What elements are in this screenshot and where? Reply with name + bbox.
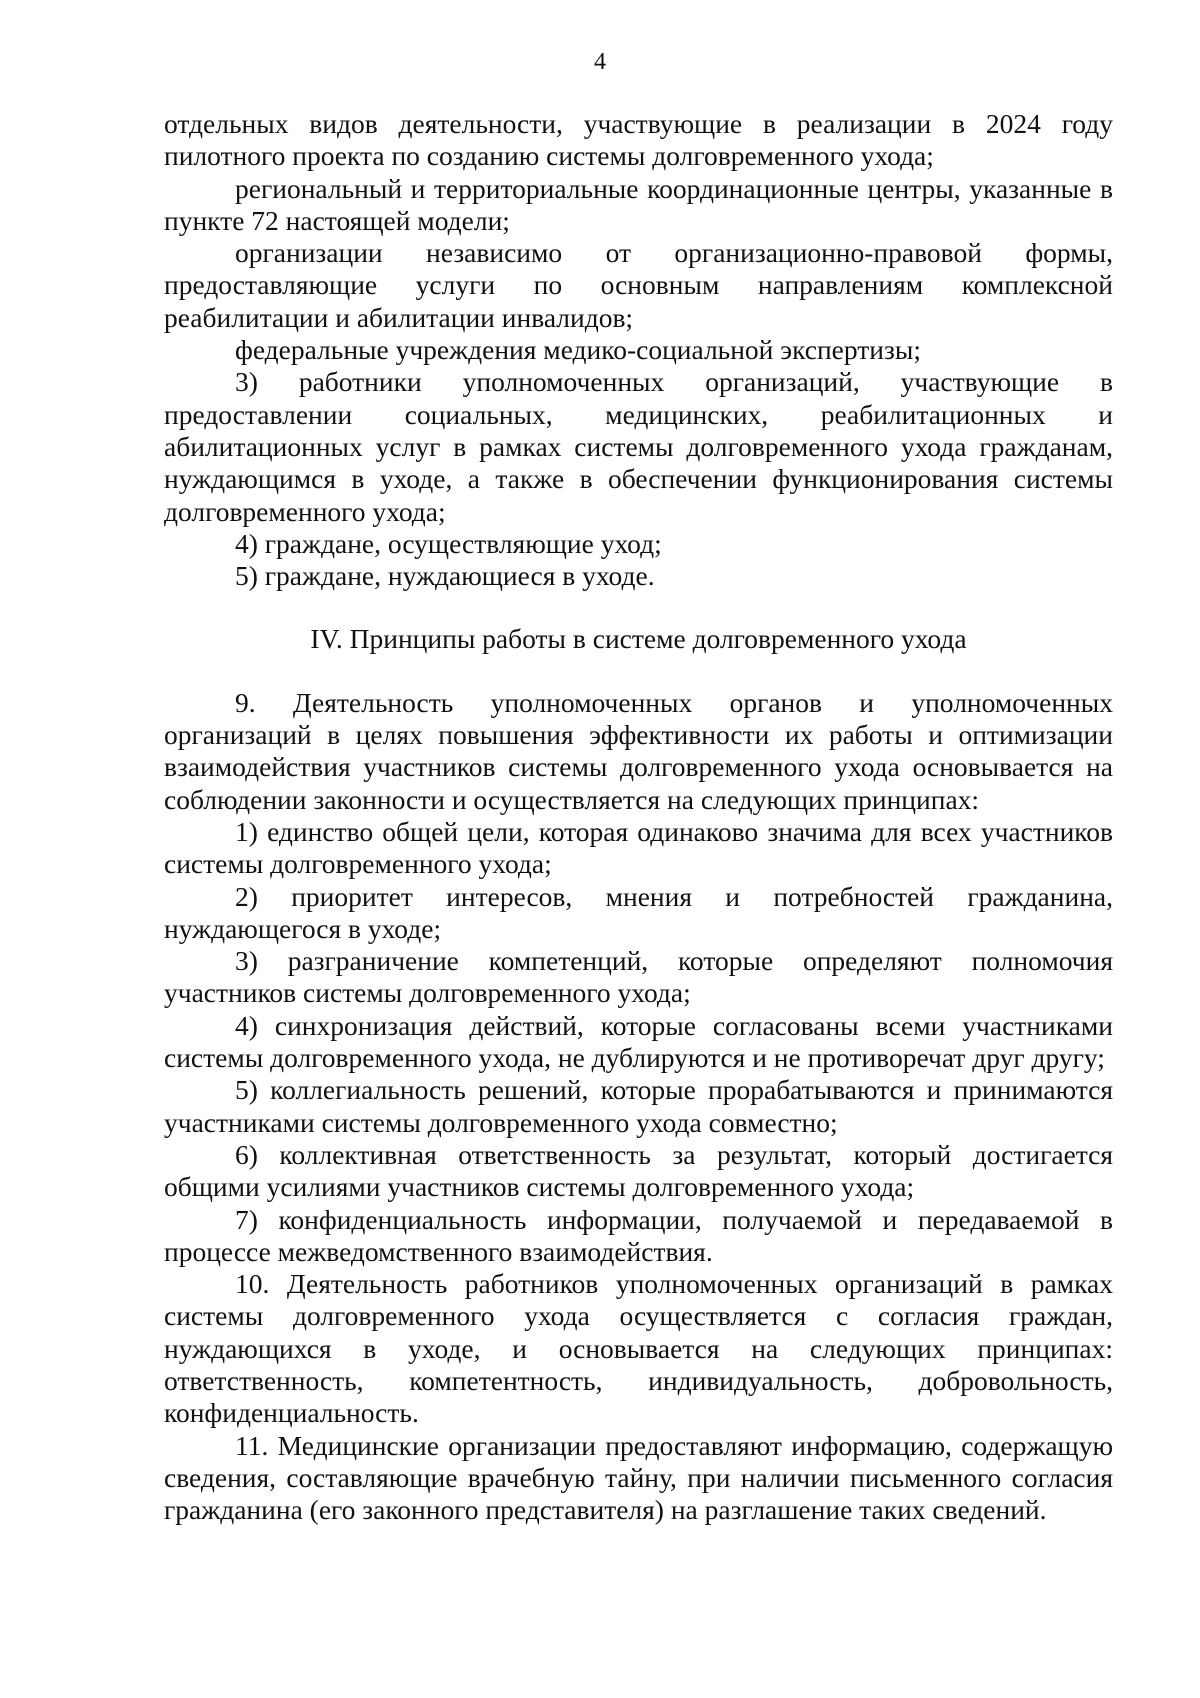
- paragraph: 1) единство общей цели, которая одинаково значима для всех участников системы долговременного ухода;: [164, 815, 1113, 880]
- paragraph: 6) коллективная ответственность за результат, который достигается общими усилиями участников системы долговременного ухода;: [164, 1138, 1113, 1203]
- paragraph: федеральные учреждения медико-социальной экспертизы;: [235, 334, 921, 366]
- paragraph: 10. Деятельность работников уполномоченных организаций в рамках системы долговременного ухода осуществляется с согласия граждан, нуждающихся в уходе, и основывается на следующих принципах: ответственность, компетентность, индивидуальность, добровольность, конфиденциальность.: [164, 1268, 1113, 1429]
- paragraph: 9. Деятельность уполномоченных органов и уполномоченных организаций в целях повышения эффективности их работы и оптимизации взаимодействия участников системы долговременного ухода основывается на соблюдении законности и осуществляется на следующих принципах:: [164, 686, 1113, 815]
- paragraph: 4) синхронизация действий, которые согласованы всеми участниками системы долговременного ухода, не дублируются и не противоречат друг другу;: [164, 1009, 1113, 1074]
- paragraph: 5) граждане, нуждающиеся в уходе.: [235, 560, 655, 592]
- page-number: 4: [594, 49, 606, 75]
- paragraph: региональный и территориальные координационные центры, указанные в пункте 72 настоящей модели;: [164, 172, 1113, 236]
- paragraph: 4) граждане, осуществляющие уход;: [235, 527, 662, 559]
- paragraph: отдельных видов деятельности, участвующие в реализации в 2024 году пилотного проекта по созданию системы долговременного ухода;: [164, 108, 1113, 172]
- paragraph: 11. Медицинские организации предоставляют информацию, содержащую сведения, составляющие врачебную тайну, при наличии письменного согласия гражданина (его законного представителя) на разглашение таких сведений.: [164, 1429, 1113, 1526]
- paragraph: 5) коллегиальность решений, которые прорабатываются и принимаются участниками системы долговременного ухода совместно;: [164, 1074, 1113, 1138]
- section-heading: IV. Принципы работы в системе долговременного ухода: [310, 623, 967, 655]
- paragraph: 3) работники уполномоченных организаций, участвующие в предоставлении социальных, медицинских, реабилитационных и абилитационных услуг в рамках системы долговременного ухода гражданам, нуждающимся в уходе, а также в обеспечении функционирования системы долговременного ухода;: [164, 366, 1113, 527]
- paragraph: 7) конфиденциальность информации, получаемой и передаваемой в процессе межведомственного взаимодействия.: [164, 1203, 1113, 1267]
- paragraph: организации независимо от организационно-правовой формы, предоставляющие услуги по основным направлениям комплексной реабилитации и абилитации инвалидов;: [164, 237, 1113, 333]
- paragraph: 2) приоритет интересов, мнения и потребностей гражданина, нуждающегося в уходе;: [164, 880, 1113, 944]
- paragraph: 3) разграничение компетенций, которые определяют полномочия участников системы долговременного ухода;: [164, 945, 1113, 1009]
- document-body: [164, 108, 1113, 1526]
